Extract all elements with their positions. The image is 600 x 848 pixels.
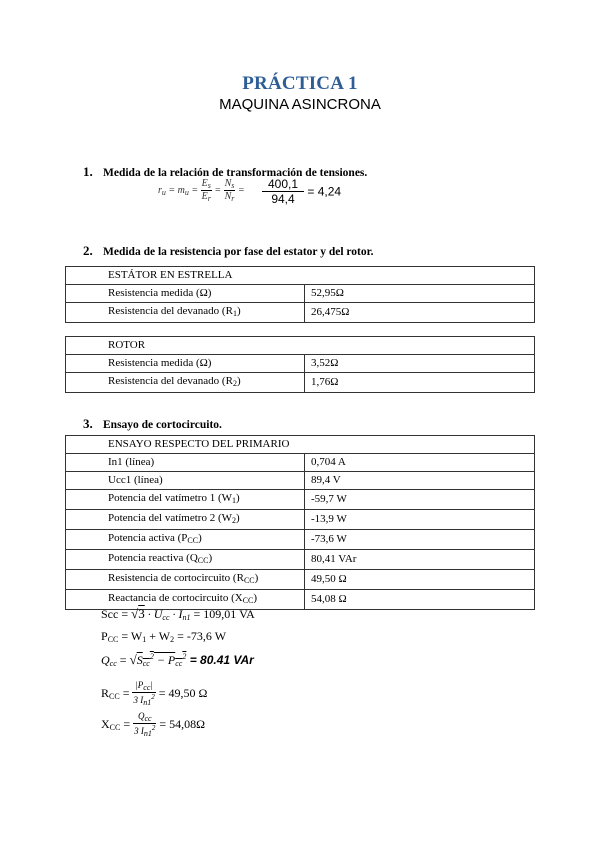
section-number: 1. [83, 164, 93, 179]
row-value: 26,475Ω [305, 303, 535, 323]
table-row [66, 530, 535, 550]
estator-table [65, 266, 535, 323]
table-row [66, 490, 535, 510]
row-label: Resistencia medida (Ω) [66, 285, 305, 303]
row-label: In1 (línea) [66, 454, 305, 472]
table-row [66, 285, 535, 303]
qcc-equation: $Q_{cc} = √S_{cc}^2 - P_{cc}^2 = 80.41$ VAr [101, 652, 254, 668]
table-row [66, 373, 535, 393]
section-number: 3. [83, 416, 93, 431]
table-header: ENSAYO RESPECTO DEL PRIMARIO [66, 436, 535, 454]
row-value: -13,9 W [305, 510, 535, 530]
table-header: ESTÁTOR EN ESTRELLA [66, 267, 535, 285]
row-label: Resistencia medida (Ω) [66, 355, 305, 373]
row-label: Potencia activa $(P_{CC})$ [66, 530, 305, 550]
row-label: Potencia reactiva $(Q_{CC})$ [66, 550, 305, 570]
row-value: -59,7 W [305, 490, 535, 510]
row-value: 54,08 Ω [305, 590, 535, 610]
rcc-equation: $R_{CC}$ = $\frac{|P_{cc}|}{3 I_{n1}^2}$ = 49,50 Ω [101, 680, 208, 707]
table-row [66, 454, 535, 472]
row-value: 80,41 VAr [305, 550, 535, 570]
row-label: Resistencia de cortocircuito $(R_{CC})$ [66, 570, 305, 590]
table-row [66, 550, 535, 570]
table-row [66, 570, 535, 590]
table-header-row [66, 436, 535, 454]
page-subtitle: MAQUINA ASINCRONA [219, 96, 381, 113]
row-value: 49,50 Ω [305, 570, 535, 590]
table-header: ROTOR [66, 337, 535, 355]
pcc-equation: $P_{CC} = W_1 + W_2 = -73,6$ W [101, 629, 227, 644]
ratio-formula: $r_u = m_u$ = $\frac{E_s}{E_r}$ = $\frac{N_s}{N_r}$ = [158, 178, 245, 203]
section-2-heading [83, 243, 374, 259]
xcc-equation: $X_{CC}$ = $\frac{Q_{cc}}{3 I_{n1}^2}$ = 54,08Ω [101, 711, 206, 738]
row-value: 3,52Ω [305, 355, 535, 373]
row-value: -73,6 W [305, 530, 535, 550]
section-title: Medida de la resistencia por fase del estator y del rotor. [103, 246, 374, 258]
row-label: Potencia del vatímetro 1 $(W_1)$ [66, 490, 305, 510]
table-header-row [66, 337, 535, 355]
rotor-table [65, 336, 535, 393]
page-title: PRÁCTICA 1 [242, 73, 358, 94]
section-3-heading [83, 416, 222, 432]
row-value: 52,95Ω [305, 285, 535, 303]
row-label: Resistencia del devanado $(R_1)$ [66, 303, 305, 323]
table-header-row [66, 267, 535, 285]
table-row [66, 510, 535, 530]
row-value: 1,76Ω [305, 373, 535, 393]
row-label: Reactancia de cortocircuito $(X_{CC})$ [66, 590, 305, 610]
table-row [66, 303, 535, 323]
row-label: Ucc1 (línea) [66, 472, 305, 490]
section-number: 2. [83, 243, 93, 258]
scc-equation: Scc = $√3 \cdot U_{cc} \cdot I_{n1} = 109,01$ VA [101, 606, 255, 622]
row-label: Potencia del vatímetro 2 $(W_2)$ [66, 510, 305, 530]
ratio-value: $\frac{400,1}{94,4}$ = 4,24 [262, 177, 341, 206]
table-row [66, 472, 535, 490]
section-title: Ensayo de cortocircuito. [103, 419, 222, 431]
cortocircuito-table [65, 435, 535, 610]
section-title: Medida de la relación de transformación de tensiones. [103, 167, 368, 179]
row-value: 0,704 A [305, 454, 535, 472]
row-value: 89,4 V [305, 472, 535, 490]
row-label: Resistencia del devanado $(R_2)$ [66, 373, 305, 393]
table-row [66, 355, 535, 373]
